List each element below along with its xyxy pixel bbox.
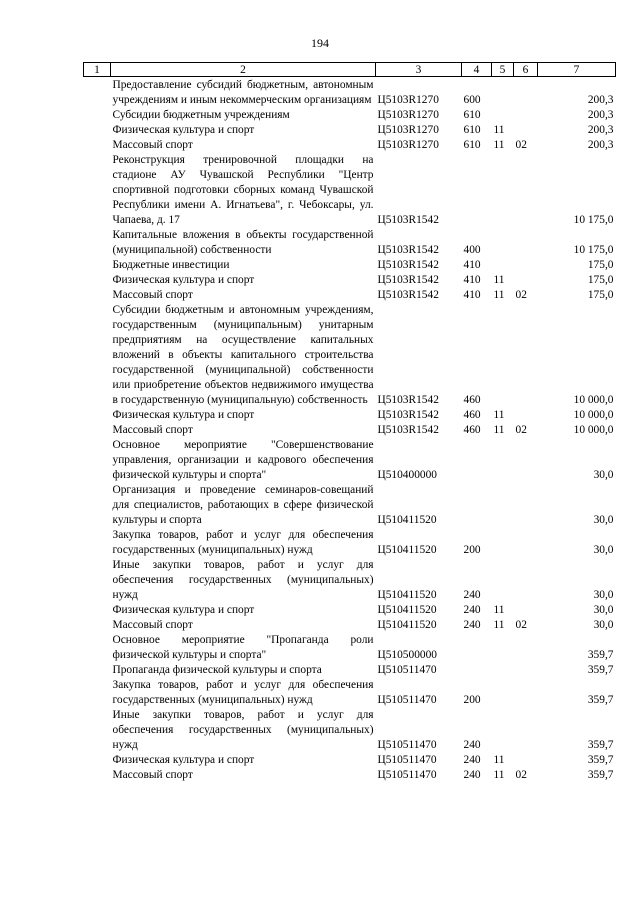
section-cell: 11 — [493, 124, 505, 136]
target-article-cell: Ц5103R1542 — [377, 274, 439, 286]
row-number-cell — [84, 768, 111, 783]
row-number-cell — [84, 138, 111, 153]
item-name-cell: Физическая культура и спорт — [112, 604, 255, 616]
amount-cell: 10 000,0 — [573, 409, 614, 421]
subsection-cell — [514, 273, 538, 288]
header-row — [84, 63, 616, 77]
section-cell — [492, 303, 514, 408]
subsection-cell — [514, 678, 538, 708]
item-name-cell: Физическая культура и спорт — [112, 754, 255, 766]
subsection-cell: 02 — [515, 619, 527, 631]
target-article-cell: Ц510511470 — [377, 739, 437, 751]
amount-cell: 200,3 — [587, 94, 614, 106]
amount-cell: 359,7 — [587, 739, 614, 751]
table-row — [84, 153, 616, 228]
expense-type-cell: 240 — [463, 604, 481, 616]
subsection-cell: 02 — [515, 289, 527, 301]
table-row — [84, 303, 616, 408]
amount-cell: 175,0 — [587, 289, 614, 301]
row-number-cell — [84, 408, 111, 423]
subsection-cell — [514, 408, 538, 423]
item-name-cell: Субсидии бюджетным учреждениям — [112, 109, 290, 121]
item-name-cell: Иные закупки товаров, работ и услуг для обеспечения государственных (муниципальных) нужд — [112, 559, 374, 601]
amount-cell: 10 175,0 — [573, 214, 614, 226]
table-row — [84, 768, 616, 783]
amount-cell: 30,0 — [593, 469, 614, 481]
amount-cell: 359,7 — [587, 694, 614, 706]
row-number-cell — [84, 228, 111, 258]
row-number-cell — [84, 618, 111, 633]
table-row — [84, 108, 616, 123]
section-cell — [492, 663, 514, 678]
section-cell — [492, 528, 514, 558]
column-header: 6 — [514, 63, 538, 77]
column-header: 3 — [376, 63, 462, 77]
table-row — [84, 423, 616, 438]
table-row — [84, 273, 616, 288]
amount-cell: 30,0 — [593, 589, 614, 601]
target-article-cell: Ц5103R1270 — [377, 94, 439, 106]
row-number-cell — [84, 708, 111, 753]
target-article-cell: Ц510411520 — [377, 619, 437, 631]
row-number-cell — [84, 153, 111, 228]
table-row — [84, 483, 616, 528]
target-article-cell: Ц510411520 — [377, 589, 437, 601]
row-number-cell — [84, 663, 111, 678]
amount-cell: 175,0 — [587, 259, 614, 271]
subsection-cell — [514, 303, 538, 408]
row-number-cell — [84, 753, 111, 768]
table-body — [84, 77, 616, 784]
table-row — [84, 123, 616, 138]
table-row — [84, 663, 616, 678]
expense-type-cell: 410 — [463, 289, 481, 301]
table-row — [84, 753, 616, 768]
expense-type-cell — [462, 483, 492, 528]
table-row — [84, 678, 616, 708]
expense-type-cell: 240 — [463, 619, 481, 631]
section-cell — [492, 438, 514, 483]
target-article-cell: Ц510411520 — [377, 544, 437, 556]
amount-cell: 30,0 — [593, 544, 614, 556]
subsection-cell: 02 — [515, 424, 527, 436]
target-article-cell: Ц5103R1542 — [377, 259, 439, 271]
table-row — [84, 603, 616, 618]
target-article-cell: Ц5103R1270 — [377, 124, 439, 136]
section-cell — [492, 228, 514, 258]
target-article-cell: Ц510511470 — [377, 769, 437, 781]
expense-type-cell: 240 — [463, 769, 481, 781]
table-row — [84, 558, 616, 603]
target-article-cell: Ц5103R1542 — [377, 409, 439, 421]
amount-cell: 359,7 — [587, 754, 614, 766]
section-cell: 11 — [493, 754, 505, 766]
table-row — [84, 258, 616, 273]
item-name-cell: Массовый спорт — [112, 424, 193, 436]
amount-cell: 200,3 — [587, 124, 614, 136]
subsection-cell — [514, 603, 538, 618]
amount-cell: 359,7 — [587, 769, 614, 781]
row-number-cell — [84, 77, 111, 109]
item-name-cell: Субсидии бюджетным и автономным учреждениям, государственным (муниципальным) унитарным предприятиям на осуществление капитальных вложений в объекты капитального строительства государственной (муниципальной) собственности или приобретение объектов недвижимого имущества в государственную (муниципальную) собственность — [112, 304, 374, 406]
table-row — [84, 528, 616, 558]
item-name-cell: Закупка товаров, работ и услуг для обеспечения государственных (муниципальных) нужд — [112, 529, 374, 556]
table-row — [84, 633, 616, 663]
subsection-cell — [514, 153, 538, 228]
expense-type-cell: 240 — [463, 739, 481, 751]
amount-cell: 200,3 — [587, 109, 614, 121]
row-number-cell — [84, 483, 111, 528]
item-name-cell: Массовый спорт — [112, 139, 193, 151]
amount-cell: 30,0 — [593, 619, 614, 631]
page-number: 194 — [311, 36, 329, 50]
row-number-cell — [84, 258, 111, 273]
section-cell — [492, 483, 514, 528]
section-cell — [492, 108, 514, 123]
subsection-cell — [514, 753, 538, 768]
amount-cell: 10 000,0 — [573, 424, 614, 436]
subsection-cell — [514, 123, 538, 138]
expense-type-cell: 610 — [463, 109, 481, 121]
section-cell — [492, 558, 514, 603]
table-row — [84, 288, 616, 303]
expense-type-cell — [462, 438, 492, 483]
row-number-cell — [84, 528, 111, 558]
section-cell: 11 — [493, 289, 505, 301]
row-number-cell — [84, 108, 111, 123]
row-number-cell — [84, 273, 111, 288]
row-number-cell — [84, 558, 111, 603]
target-article-cell: Ц510511470 — [377, 754, 437, 766]
column-header: 2 — [111, 63, 376, 77]
section-cell — [492, 708, 514, 753]
section-cell: 11 — [493, 424, 505, 436]
amount-cell: 30,0 — [593, 514, 614, 526]
section-cell: 11 — [493, 619, 505, 631]
item-name-cell: Физическая культура и спорт — [112, 274, 255, 286]
row-number-cell — [84, 423, 111, 438]
amount-cell: 359,7 — [587, 649, 614, 661]
item-name-cell: Предоставление субсидий бюджетным, автономным учреждениям и иным некоммерческим организациям — [112, 79, 374, 106]
section-cell — [492, 633, 514, 663]
item-name-cell: Основное мероприятие "Пропаганда роли физической культуры и спорта" — [112, 634, 374, 661]
subsection-cell: 02 — [515, 139, 527, 151]
expense-type-cell: 610 — [463, 124, 481, 136]
expense-type-cell: 460 — [463, 409, 481, 421]
subsection-cell — [514, 558, 538, 603]
expense-type-cell: 400 — [463, 244, 481, 256]
item-name-cell: Реконструкция тренировочной площадки на стадионе АУ Чувашской Республики "Центр спортивной подготовки сборных команд Чувашской Республики имени А. Игнатьева", г. Чебоксары, ул. Чапаева, д. 17 — [112, 154, 374, 226]
table-header — [84, 63, 616, 77]
subsection-cell: 02 — [515, 769, 527, 781]
table-row — [84, 438, 616, 483]
item-name-cell: Пропаганда физической культуры и спорта — [112, 664, 322, 676]
target-article-cell: Ц5103R1542 — [377, 424, 439, 436]
column-header: 4 — [462, 63, 492, 77]
row-number-cell — [84, 678, 111, 708]
section-cell — [492, 258, 514, 273]
section-cell: 11 — [493, 139, 505, 151]
amount-cell: 359,7 — [587, 664, 614, 676]
table-row — [84, 618, 616, 633]
section-cell — [492, 678, 514, 708]
item-name-cell: Массовый спорт — [112, 769, 193, 781]
subsection-cell — [514, 708, 538, 753]
table-row — [84, 408, 616, 423]
amount-cell: 200,3 — [587, 139, 614, 151]
item-name-cell: Физическая культура и спорт — [112, 124, 255, 136]
expense-type-cell — [462, 153, 492, 228]
subsection-cell — [514, 77, 538, 109]
target-article-cell: Ц5103R1542 — [377, 394, 439, 406]
target-article-cell: Ц510400000 — [377, 469, 437, 481]
row-number-cell — [84, 303, 111, 408]
expense-type-cell: 200 — [463, 544, 481, 556]
table-row — [84, 708, 616, 753]
section-cell — [492, 153, 514, 228]
subsection-cell — [514, 438, 538, 483]
target-article-cell: Ц510411520 — [377, 514, 437, 526]
row-number-cell — [84, 603, 111, 618]
expense-type-cell: 240 — [463, 589, 481, 601]
subsection-cell — [514, 528, 538, 558]
column-header: 5 — [492, 63, 514, 77]
expense-type-cell: 240 — [463, 754, 481, 766]
item-name-cell: Организация и проведение семинаров-совещаний для специалистов, работающих в сфере физической культуры и спорта — [112, 484, 374, 526]
subsection-cell — [514, 228, 538, 258]
section-cell: 11 — [493, 769, 505, 781]
row-number-cell — [84, 438, 111, 483]
expense-type-cell: 410 — [463, 259, 481, 271]
item-name-cell: Массовый спорт — [112, 619, 193, 631]
amount-cell: 30,0 — [593, 604, 614, 616]
section-cell: 11 — [493, 274, 505, 286]
table-row — [84, 228, 616, 258]
target-article-cell: Ц510500000 — [377, 649, 437, 661]
expense-type-cell: 600 — [463, 94, 481, 106]
expense-type-cell: 200 — [463, 694, 481, 706]
amount-cell: 175,0 — [587, 274, 614, 286]
target-article-cell: Ц5103R1542 — [377, 289, 439, 301]
table-row — [84, 77, 616, 109]
target-article-cell: Ц510511470 — [377, 664, 437, 676]
item-name-cell: Физическая культура и спорт — [112, 409, 255, 421]
subsection-cell — [514, 108, 538, 123]
item-name-cell: Массовый спорт — [112, 289, 193, 301]
column-header: 1 — [84, 63, 111, 77]
column-header: 7 — [538, 63, 616, 77]
target-article-cell: Ц510511470 — [377, 694, 437, 706]
item-name-cell: Иные закупки товаров, работ и услуг для обеспечения государственных (муниципальных) нужд — [112, 709, 374, 751]
section-cell: 11 — [493, 409, 505, 421]
row-number-cell — [84, 123, 111, 138]
target-article-cell: Ц5103R1542 — [377, 244, 439, 256]
expense-type-cell — [462, 633, 492, 663]
budget-table — [83, 62, 616, 783]
subsection-cell — [514, 258, 538, 273]
target-article-cell: Ц510411520 — [377, 604, 437, 616]
subsection-cell — [514, 663, 538, 678]
row-number-cell — [84, 288, 111, 303]
target-article-cell: Ц5103R1270 — [377, 139, 439, 151]
expense-type-cell — [462, 663, 492, 678]
item-name-cell: Закупка товаров, работ и услуг для обеспечения государственных (муниципальных) нужд — [112, 679, 374, 706]
target-article-cell: Ц5103R1542 — [377, 214, 439, 226]
expense-type-cell: 610 — [463, 139, 481, 151]
item-name-cell: Капитальные вложения в объекты государственной (муниципальной) собственности — [112, 229, 374, 256]
row-number-cell — [84, 633, 111, 663]
subsection-cell — [514, 483, 538, 528]
amount-cell: 10 175,0 — [573, 244, 614, 256]
subsection-cell — [514, 633, 538, 663]
section-cell — [492, 77, 514, 109]
item-name-cell: Бюджетные инвестиции — [112, 259, 230, 271]
expense-type-cell: 410 — [463, 274, 481, 286]
table-row — [84, 138, 616, 153]
amount-cell: 10 000,0 — [573, 394, 614, 406]
expense-type-cell: 460 — [463, 394, 481, 406]
expense-type-cell: 460 — [463, 424, 481, 436]
section-cell: 11 — [493, 604, 505, 616]
item-name-cell: Основное мероприятие "Совершенствование управления, организации и кадрового обеспечения физической культуры и спорта" — [112, 439, 374, 481]
target-article-cell: Ц5103R1270 — [377, 109, 439, 121]
